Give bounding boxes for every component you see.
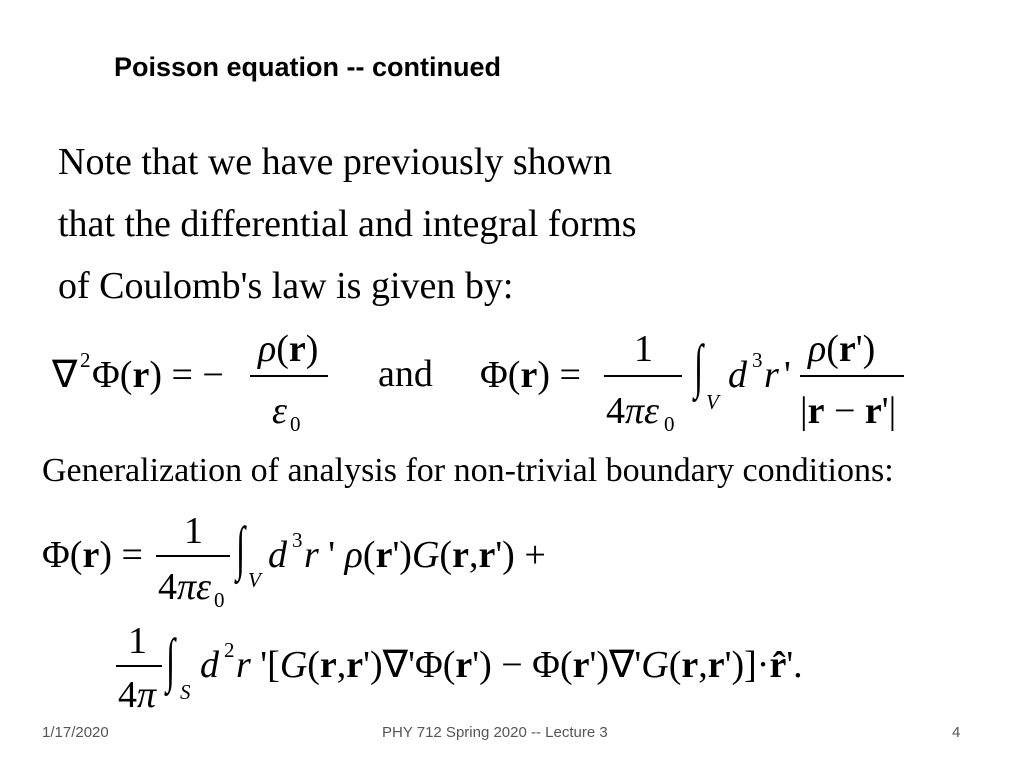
- intro-line-2: that the differential and integral forms: [58, 203, 637, 245]
- generalization-heading: Generalization of analysis for non-trivial boundary conditions:: [42, 452, 894, 489]
- connector-and: and: [378, 353, 433, 395]
- footer-page-number: 4: [952, 724, 961, 741]
- footer-date: 1/17/2020: [42, 724, 109, 741]
- intro-line-1: Note that we have previously shown: [58, 141, 613, 183]
- slide-title: Poisson equation -- continued: [114, 52, 501, 82]
- intro-line-3: of Coulomb's law is given by:: [58, 265, 514, 307]
- footer-course: PHY 712 Spring 2020 -- Lecture 3: [382, 724, 608, 741]
